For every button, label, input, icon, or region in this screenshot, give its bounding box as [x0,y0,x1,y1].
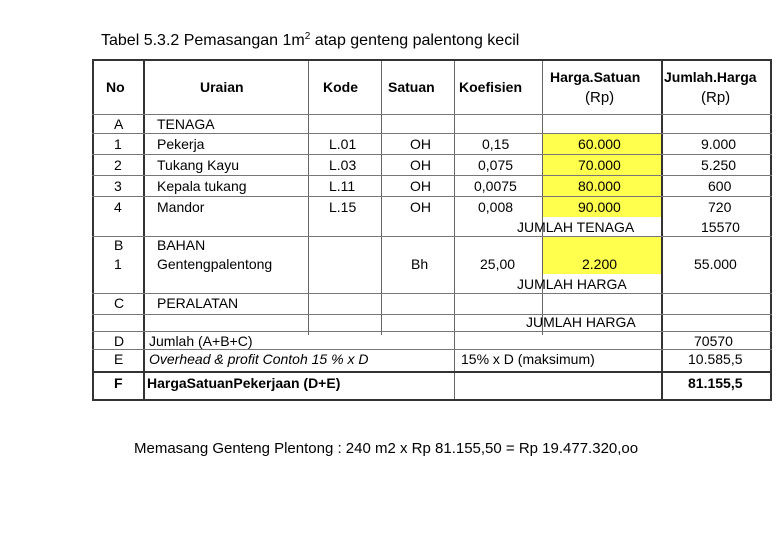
header-jumlah-harga: Jumlah.Harga [664,69,757,85]
row-f-label: HargaSatuanPekerjaan (D+E) [147,375,341,391]
row-d-no: D [114,333,125,349]
jumlah-tenaga-value: 15570 [701,219,740,235]
section-b-label: BAHAN [157,237,206,253]
header-jumlah-unit: (Rp) [701,89,731,106]
jumlah-bahan-label: JUMLAH HARGA [517,276,627,292]
row-f-value: 81.155,5 [688,375,743,391]
jumlah-alat-label: JUMLAH HARGA [526,314,636,330]
row-e-no: E [114,351,124,367]
header-harga-satuan: Harga.Satuan [550,69,641,85]
section-c-no: C [114,295,125,311]
header-satuan: Satuan [388,79,435,95]
row-d-value: 70570 [694,333,733,349]
section-b-no: B [114,237,124,253]
header-koefisien: Koefisien [459,79,523,95]
header-kode: Kode [323,79,358,95]
header-no: No [106,79,125,95]
section-c-label: PERALATAN [157,295,239,311]
section-a-no: A [114,116,124,132]
row-d-label: Jumlah (A+B+C) [149,333,253,349]
jumlah-tenaga-label: JUMLAH TENAGA [517,219,635,235]
row-f-no: F [114,375,123,391]
header-uraian: Uraian [200,79,244,95]
row-e-koef: 15% x D (maksimum) [461,351,595,367]
header-harga-unit: (Rp) [585,89,615,106]
table-title: Tabel 5.3.2 Pemasangan $1m^2$ atap genteng palentong kecil [101,31,520,49]
row-e-value: 10.585,5 [688,351,743,367]
section-a-label: TENAGA [157,116,215,132]
calculation-note: Memasang Genteng Plentong : 240 m2 x Rp 81.155,50 = Rp 19.477.320,oo [134,440,639,457]
price-analysis-table: No Uraian Kode Satuan Koefisien Harga.Satuan (Rp) Jumlah.Harga (Rp) A TENAGA 1 Pekerja L.01 OH 0,15 60.000 9.000 2 Tukang Kayu L.03 OH 0,075 70.000 5.250 3 Kepala tukang L.11 OH 0,0075 80.000 600 4 Mandor L.15 OH 0,008 90.000 720 JUMLAH TENAGA 15570 B BAHAN 1 Gentengpalentong Bh 25,00 2.200 55.000 JUMLAH HARGA C PERALATAN JUMLAH HARGA D Jumlah (A+B+C) 70570 E Overhead & profit Contoh 15 % x D 15% x D (maksimum) 10.585,5 F HargaSatuanPekerjaan (D+E) 81.155,5 [92,59,772,401]
row-e-label: Overhead & profit Contoh 15 % x D [149,351,369,367]
